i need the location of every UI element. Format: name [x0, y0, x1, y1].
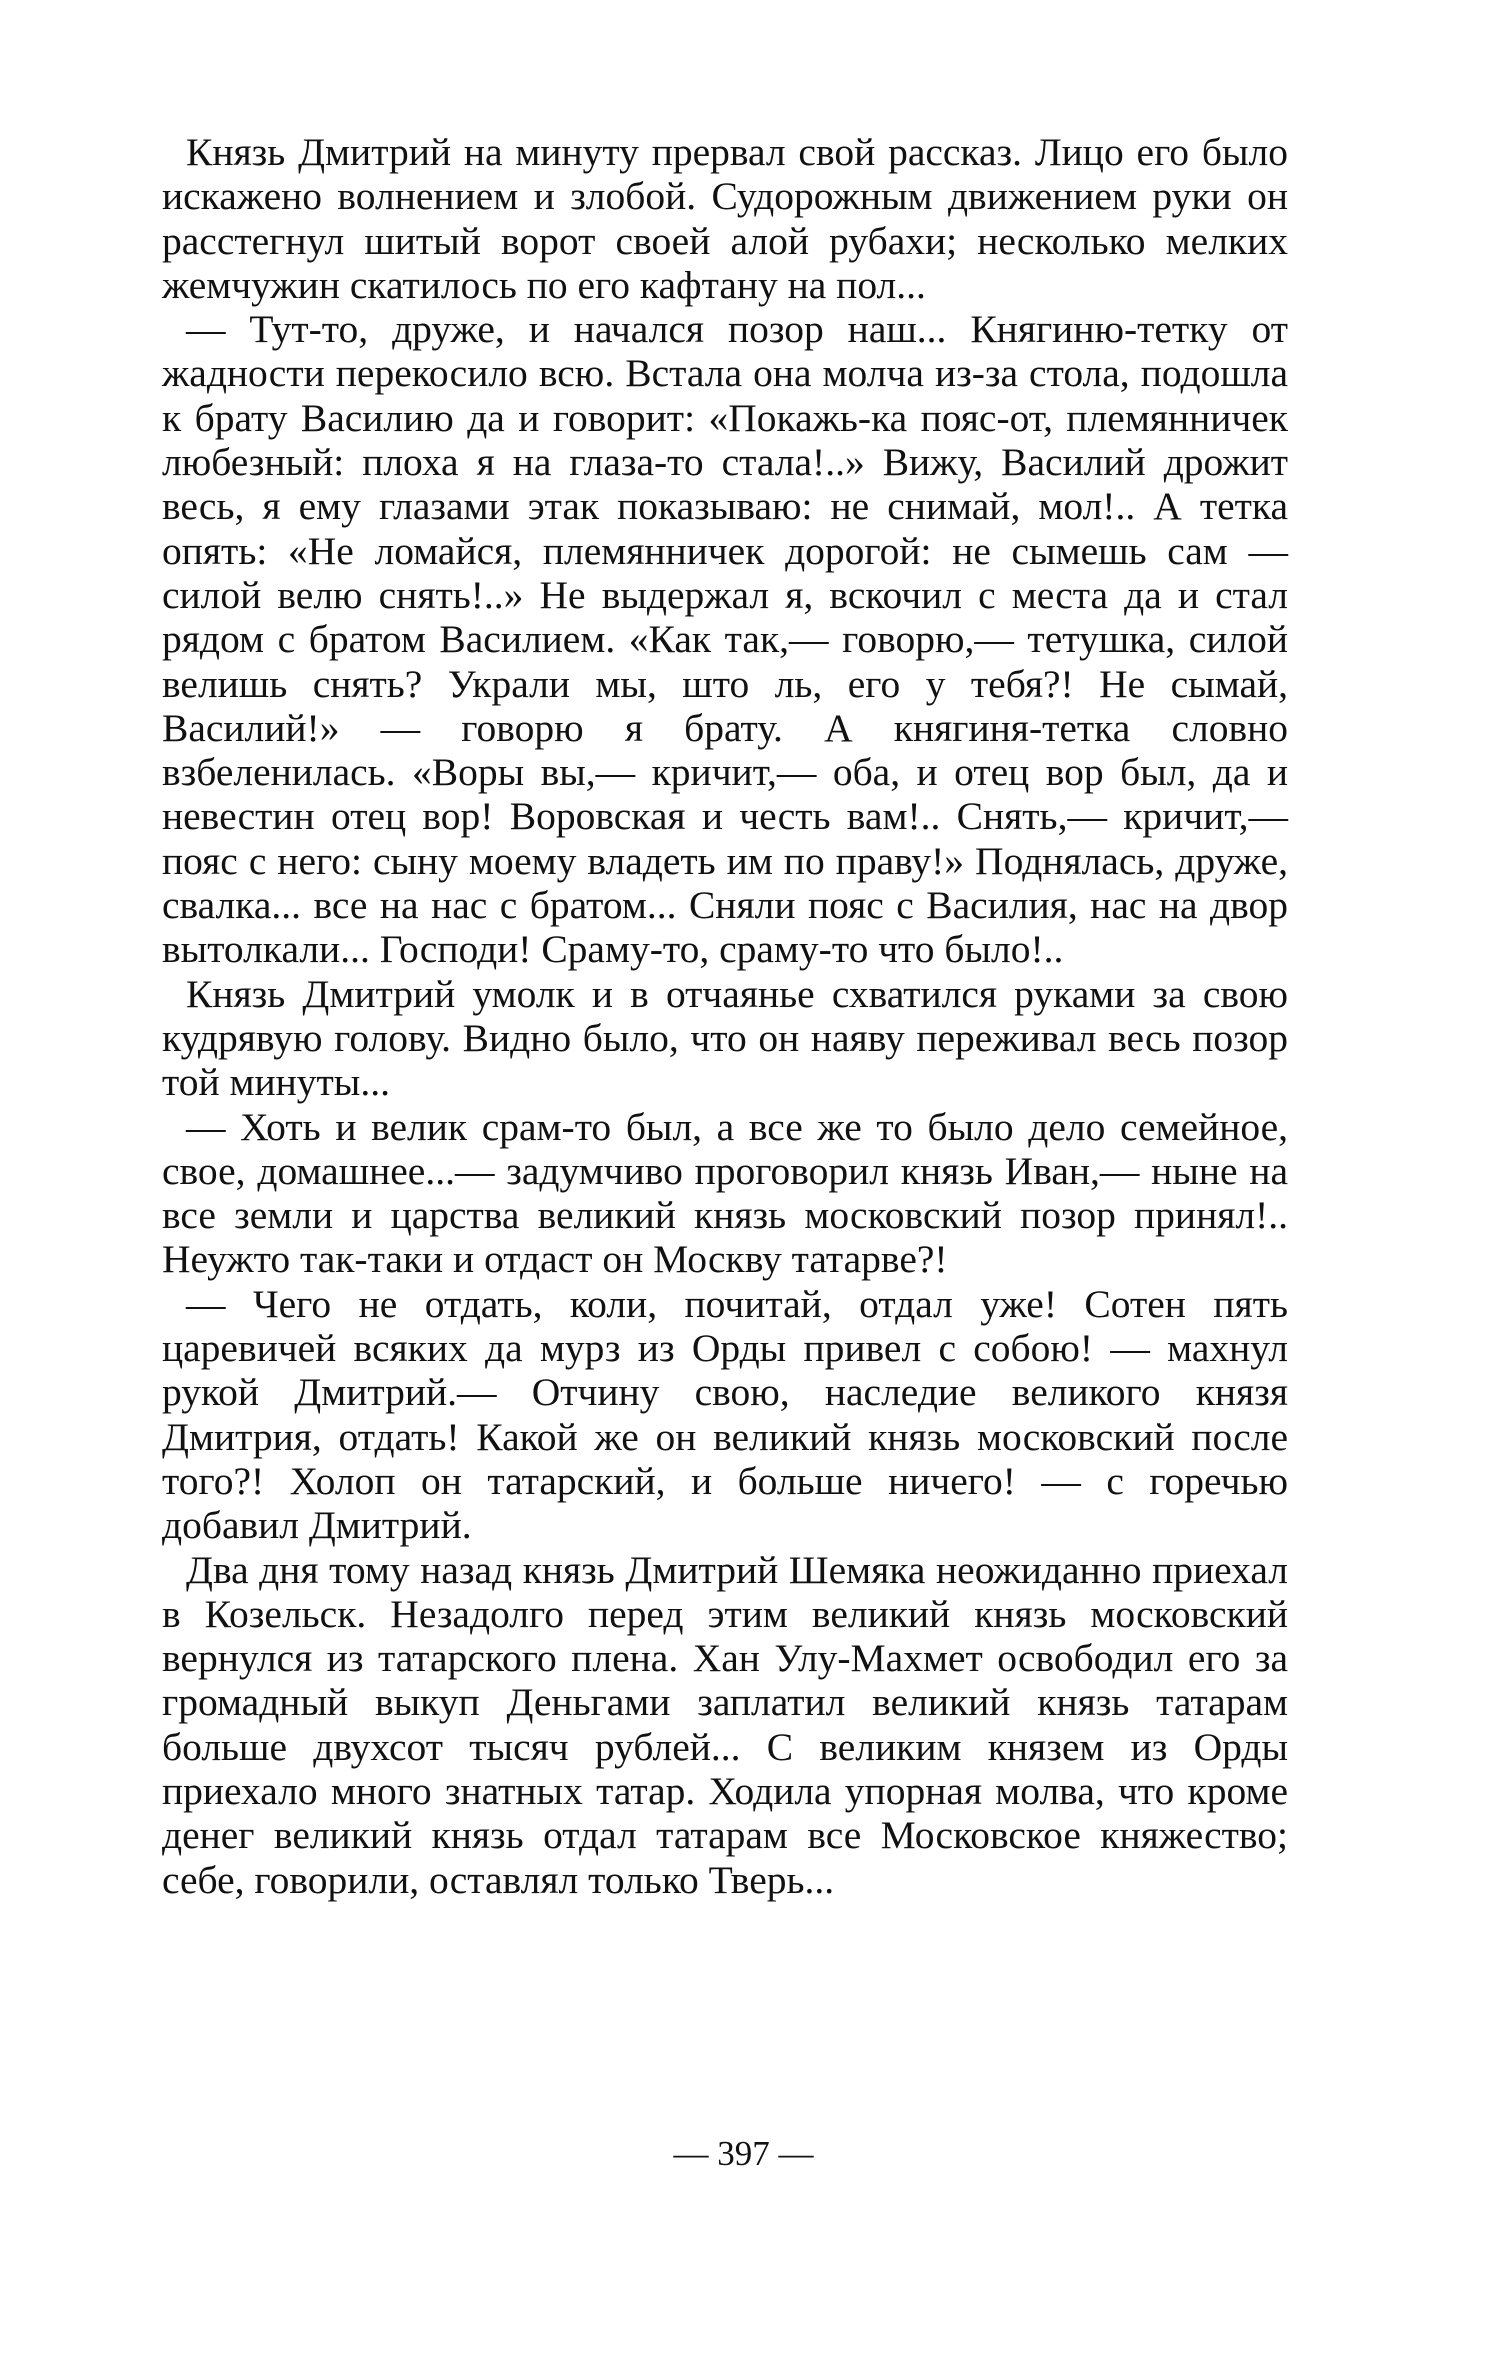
paragraph-2: — Тут-то, друже, и начался позор наш... Княгиню-тетку от жадности перекосило всю. Встала она молча из-за стола, подошла к брату Василию да и говорит: «Покажь-ка пояс-от, племянничек любезный: плоха я на глаза-то стала!..» Вижу, Василий дрожит весь, я ему глазами этак показываю: не снимай, мол!.. А тетка опять: «Не ломайся, племянничек дорогой: не сымешь сам — силой велю снять!..» Не выдержал я, вскочил с места да и стал рядом с братом Василием. «Как так,— говорю,— тетушка, силой велишь снять? Украли мы, што ль, его у тебя?! Не сымай, Василий!» — говорю я брату. А княгиня-тетка словно взбеленилась. «Воры вы,— кричит,— оба, и отец вор был, да и невестин отец вор! Воровская и честь вам!.. Снять,— кричит,— пояс с него: сыну моему владеть им по праву!» Поднялась, друже, свалка... все на нас с братом... Сняли пояс с Василия, нас на двор вытолкали... Господи! Сраму-то, сраму-то что было!.. [162, 307, 1288, 972]
paragraph-3: Князь Дмитрий умолк и в отчаянье схватился руками за свою кудрявую голову. Видно было, что он наяву переживал весь позор той минуты... [162, 971, 1288, 1105]
page-number: — 397 — [673, 2134, 814, 2173]
paragraph-4: — Хоть и велик срам-то был, а все же то было дело семейное, свое, домашнее...— задумчиво проговорил князь Иван,— ныне на все земли и царства великий князь московский позор принял!.. Неужто так-таки и отдаст он Москву татарве?! [162, 1104, 1288, 1282]
body-text [162, 130, 1288, 1902]
paragraph-5: — Чего не отдать, коли, почитай, отдал уже! Сотен пять царевичей всяких да мурз из Орды привел с собою! — махнул рукой Дмитрий.— Отчину свою, наследие великого князя Дмитрия, отдать! Какой же он великий князь московский после того?! Холоп он татарский, и больше ничего! — с горечью добавил Дмитрий. [162, 1281, 1288, 1548]
paragraph-6: Два дня тому назад князь Дмитрий Шемяка неожиданно приехал в Козельск. Незадолго перед этим великий князь московский вернулся из татарского плена. Хан Улу-Махмет освободил его за громадный выкуп Деньгами заплатил великий князь татарам больше двухсот тысяч рублей... С великим князем из Орды приехало много знатных татар. Ходила упорная молва, что кроме денег великий князь отдал татарам все Московское княжество; себе, говорили, оставлял только Тверь... [162, 1547, 1288, 1902]
paragraph-1: Князь Дмитрий на минуту прервал свой рассказ. Лицо его было искажено волнением и злобой. Судорожным движением руки он расстегнул шитый ворот своей алой рубахи; несколько мелких жемчужин скатилось по его кафтану на пол... [162, 130, 1288, 307]
